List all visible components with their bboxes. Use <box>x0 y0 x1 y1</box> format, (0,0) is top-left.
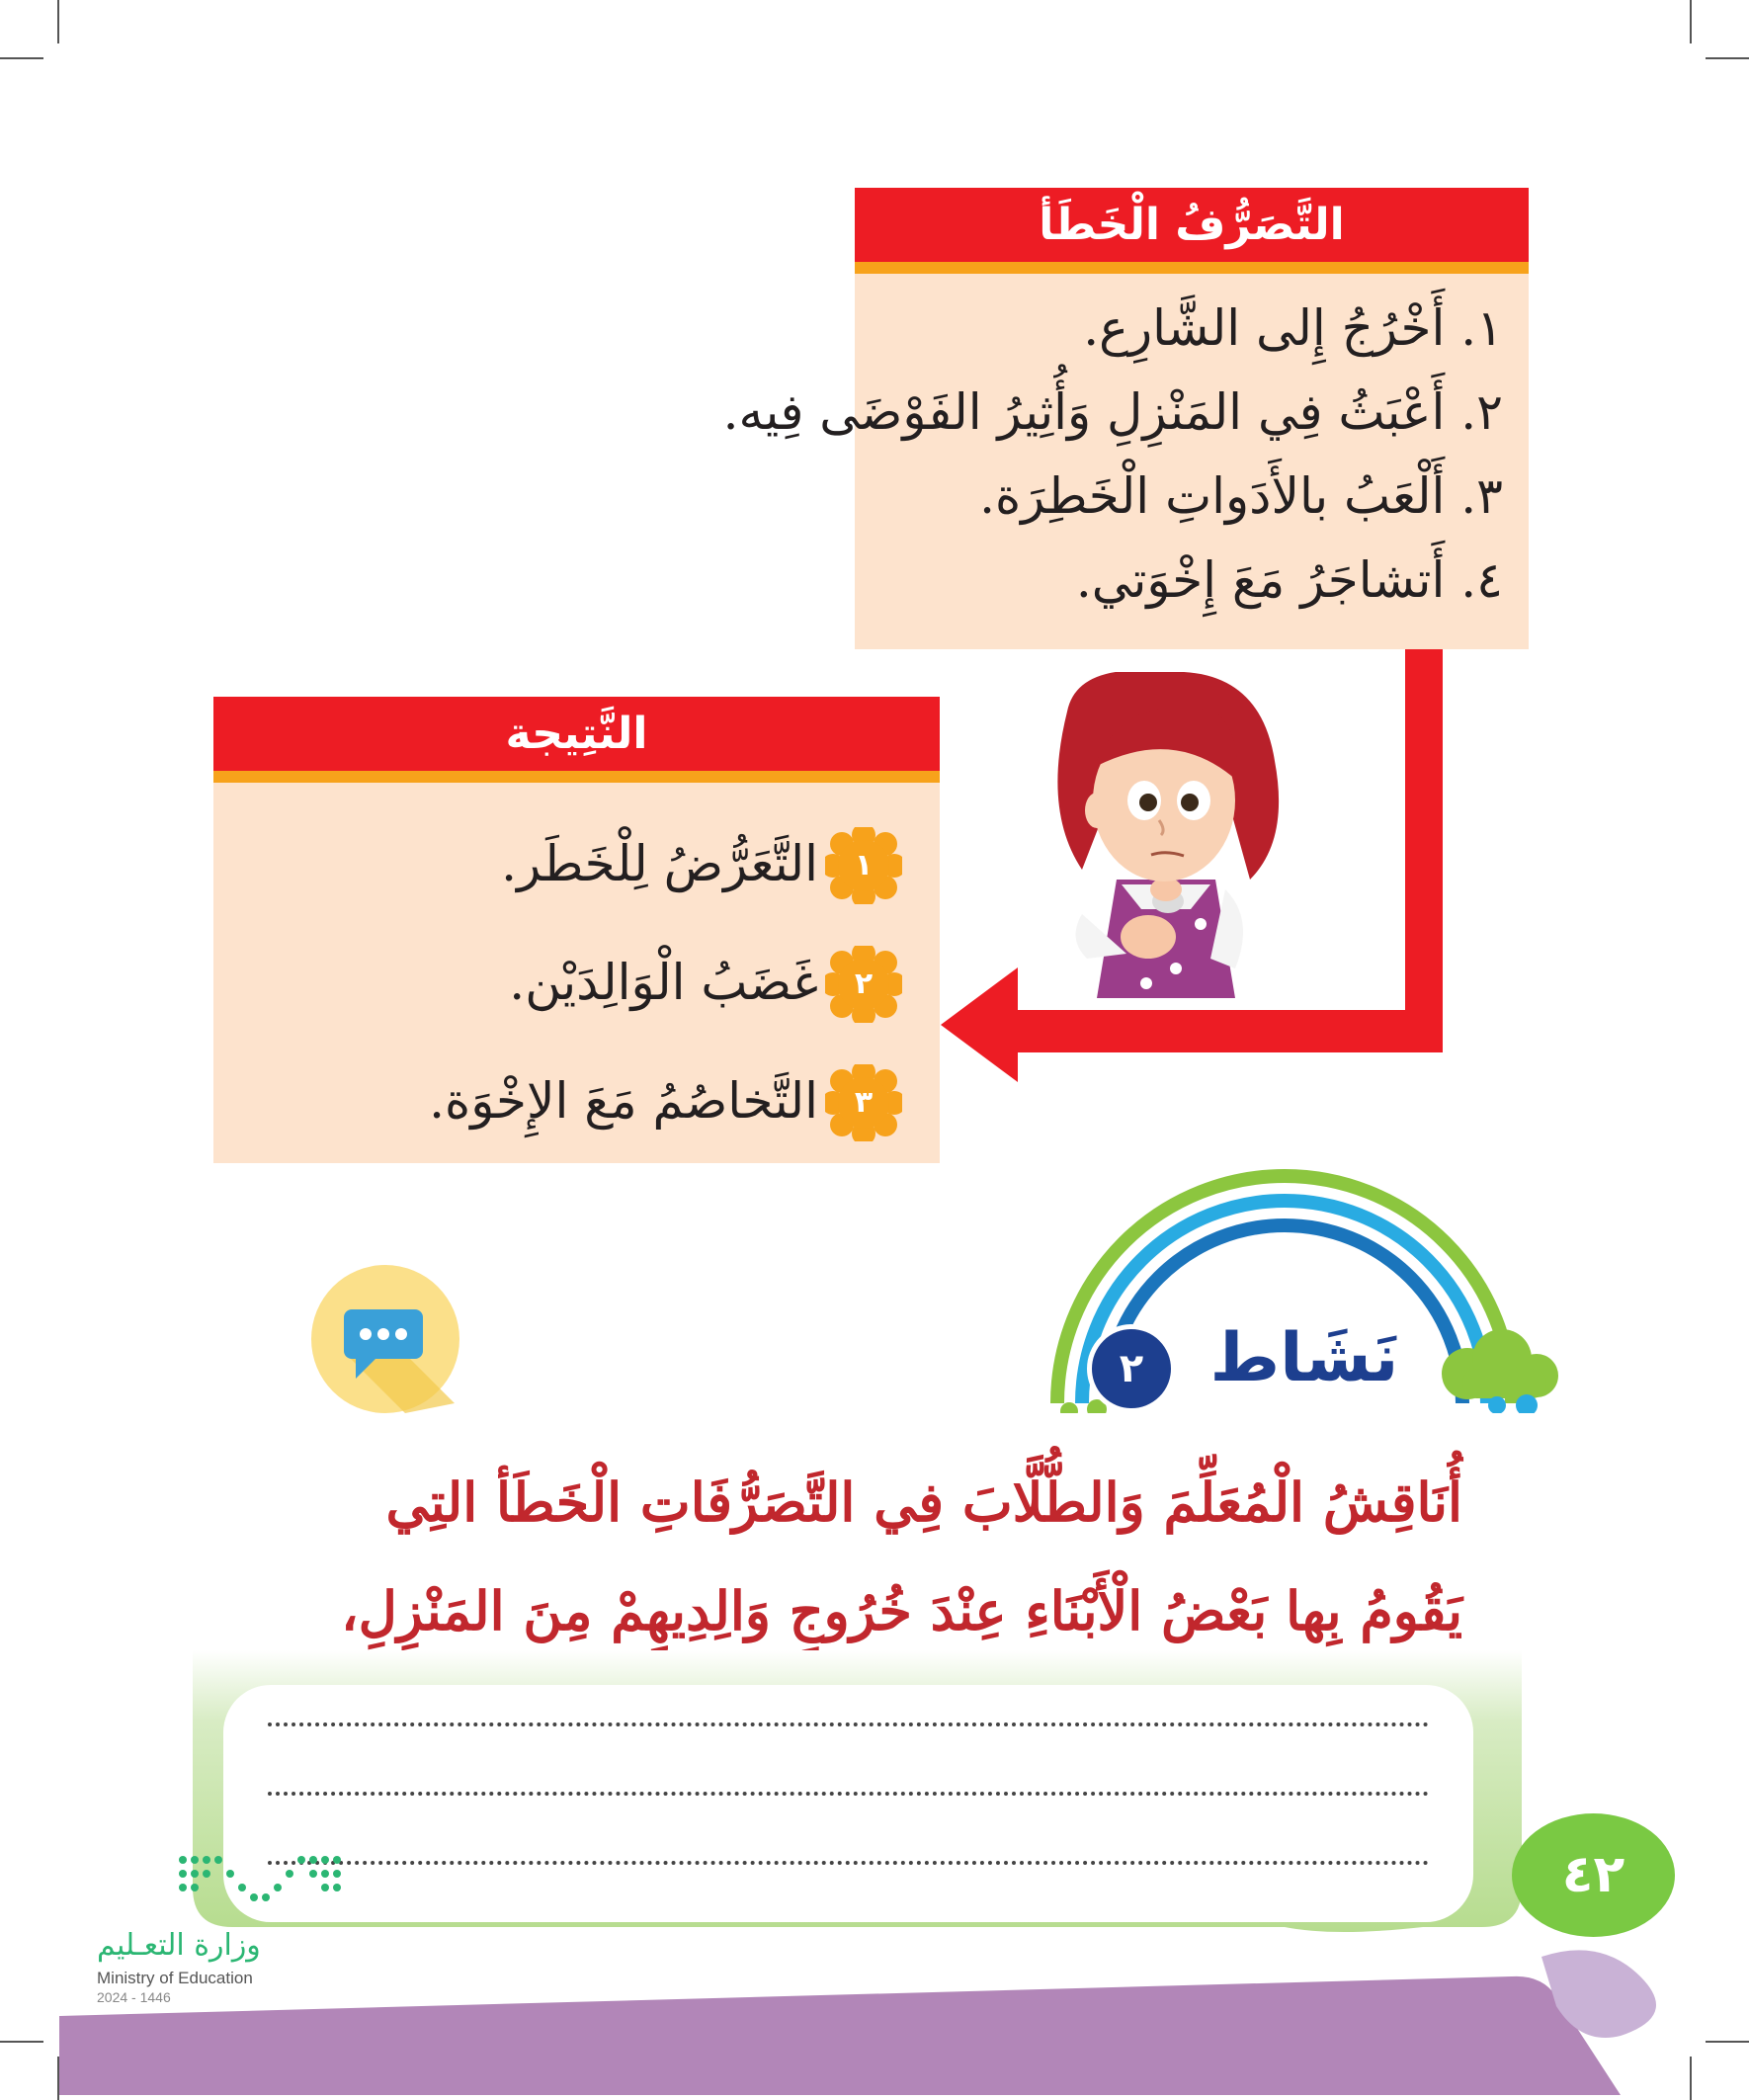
panel-stripe <box>213 771 940 783</box>
answer-line[interactable] <box>268 1722 1429 1726</box>
girl-illustration <box>1028 672 1294 998</box>
ministry-name-en: Ministry of Education <box>97 1969 253 1987</box>
result-text: غَضَبُ الْوَالِدَيْن. <box>509 954 818 1011</box>
page-number-bubble <box>1512 1813 1675 1937</box>
ministry-name-ar: وزارة التعـليم <box>97 1928 261 1963</box>
result-number: ٢ <box>854 966 874 1001</box>
page-number: ٤٢ <box>1561 1845 1625 1904</box>
result-text: التَّخاصُمُ مَعَ الإِخْوَة. <box>429 1072 818 1130</box>
result-item <box>270 1064 902 1143</box>
result-text: التَّعَرُّضُ لِلْخَطَر. <box>501 835 818 892</box>
wrong-behavior-item: ٤. أَتشاجَرُ مَعَ إِخْوَتي. <box>1075 551 1503 609</box>
answer-line[interactable] <box>268 1792 1429 1796</box>
answer-line[interactable] <box>268 1861 1429 1865</box>
activity-number: ٢ <box>1119 1346 1144 1391</box>
discussion-icon <box>306 1265 464 1423</box>
wrong-behavior-item: ٣. أَلْعَبُ بالأَدَواتِ الْخَطِرَة. <box>979 467 1503 525</box>
activity-number-badge <box>1087 1324 1176 1413</box>
ministry-logo-icon <box>173 1850 351 1919</box>
result-item <box>270 946 902 1025</box>
activity-label: نَشَاط <box>1209 1319 1399 1397</box>
wrong-behavior-item: ٢. أَعْبَثُ فِي المَنْزِلِ وَأُثِيرُ الفَوْضَى فِيه. <box>722 383 1503 441</box>
edition-label: 2024 - 1446 <box>97 1989 171 2005</box>
activity-question: أُنَاقِشُ الْمُعَلِّمَ وَالطُّلَّابَ فِي التَّصَرُّفَاتِ الْخَطَأ التِي يَقُومُ بِها بَعْضُ الْأَبْنَاءِ عِنْدَ خُرُوجِ وَالِدِيهِمْ مِنَ المَنْزِلِ، <box>341 1470 1462 1642</box>
wrong-behavior-item: ١. أَخْرُجُ إِلى الشَّارِع. <box>1083 299 1503 357</box>
result-number: ١ <box>854 848 874 882</box>
result-number: ٣ <box>854 1085 874 1120</box>
result-title: النَّتِيجة <box>213 697 940 771</box>
answer-box[interactable] <box>223 1685 1473 1922</box>
result-body <box>213 783 940 1163</box>
result-item <box>270 827 902 906</box>
wrong-behavior-title: التَّصَرُّفُ الْخَطَأ <box>855 188 1529 262</box>
